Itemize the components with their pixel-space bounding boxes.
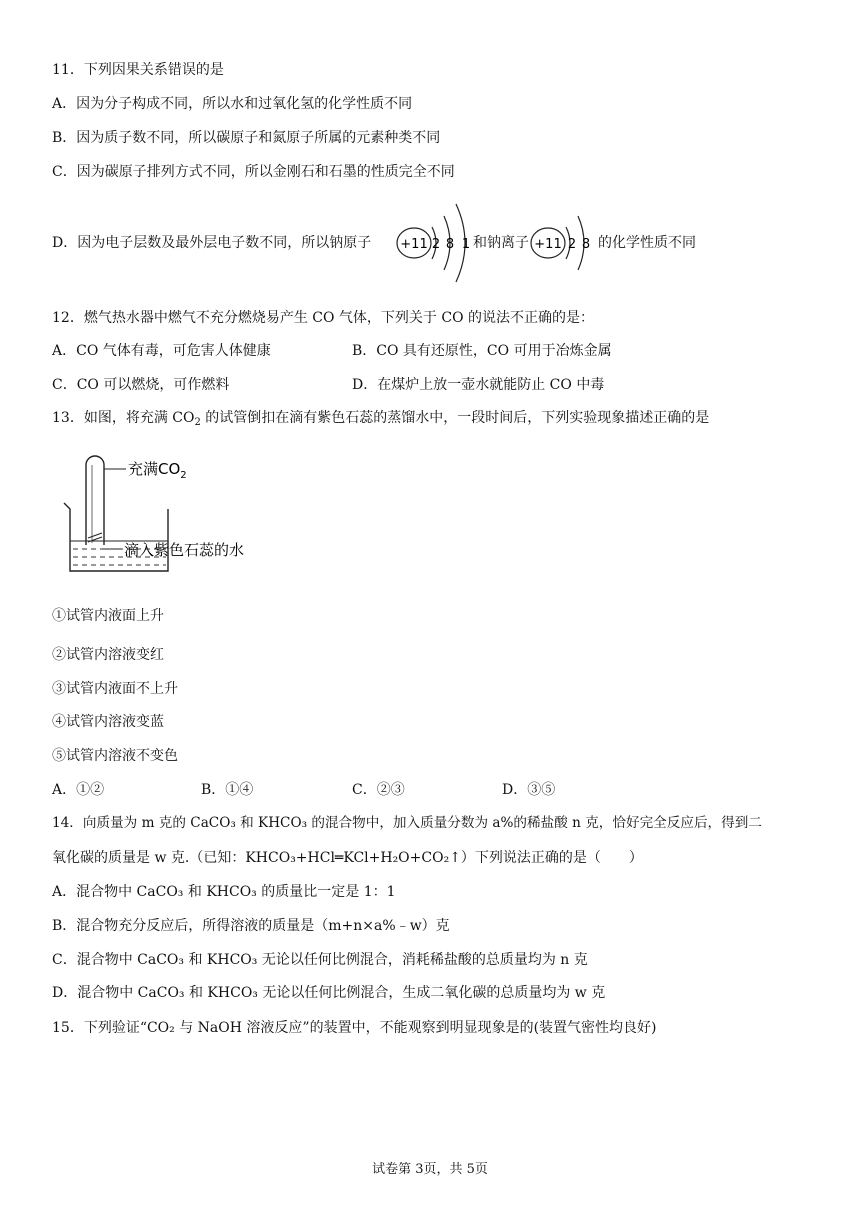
- na-ion-shell-2: 8: [581, 237, 591, 252]
- q11-option-b: B．因为质子数不同，所以碳原子和氮原子所属的元素种类不同: [52, 130, 441, 146]
- q11-option-a: A．因为分子构成不同，所以水和过氧化氢的化学性质不同: [52, 96, 413, 112]
- q14-option-d: D．混合物中 CaCO₃ 和 KHCO₃ 无论以任何比例混合，生成二氧化碳的总质量均为 w 克: [52, 985, 606, 1001]
- figure-label-bottom: 滴入紫色石蕊的水: [124, 541, 245, 559]
- na-atom-shell-1: 2: [431, 237, 441, 252]
- q12-option-b: B．CO 具有还原性，CO 可用于冶炼金属: [352, 343, 612, 359]
- q13-item-5: ⑤试管内溶液不变色: [52, 748, 178, 764]
- page-footer: 试卷第 3页，共 5页: [372, 1162, 488, 1177]
- q11-option-d-prefix: D．因为电子层数及最外层电子数不同，所以钠原子: [52, 235, 372, 251]
- na-atom-nucleus: +11: [400, 237, 428, 252]
- q14-option-c: C．混合物中 CaCO₃ 和 KHCO₃ 无论以任何比例混合，消耗稀盐酸的总质量均为 n 克: [52, 952, 588, 968]
- q13-option-c: C．②③: [352, 782, 405, 798]
- na-ion-nucleus: +11: [534, 237, 562, 252]
- q14-option-a: A．混合物中 CaCO₃ 和 KHCO₃ 的质量比一定是 1：1: [52, 884, 396, 900]
- q13-option-a: A．①②: [52, 782, 105, 798]
- na-atom-shell-3: 1: [461, 237, 471, 252]
- na-ion-shell-1: 2: [567, 237, 577, 252]
- q14-stem-line1: 14．向质量为 m 克的 CaCO₃ 和 KHCO₃ 的混合物中，加入质量分数为 a%的稀盐酸 n 克，恰好完全反应后，得到二: [52, 815, 762, 831]
- q11-stem: 11．下列因果关系错误的是: [52, 62, 224, 78]
- q13-item-2: ②试管内溶液变红: [52, 647, 164, 663]
- q13-option-b: B．①④: [201, 782, 254, 798]
- q12-option-d: D．在煤炉上放一壶水就能防止 CO 中毒: [352, 377, 605, 393]
- q13-item-3: ③试管内液面不上升: [52, 681, 178, 697]
- q12-option-a: A．CO 气体有毒，可危害人体健康: [52, 343, 271, 359]
- q13-item-1: ①试管内液面上升: [52, 608, 164, 624]
- na-atom-shell-2: 8: [445, 237, 455, 252]
- experiment-figure: [58, 445, 298, 580]
- q11-option-d-suffix: 的化学性质不同: [598, 235, 696, 251]
- q14-option-b: B．混合物充分反应后，所得溶液的质量是（m+n×a%﹣w）克: [52, 918, 450, 934]
- figure-label-top: 充满$CO_2$: [128, 460, 187, 481]
- q13-option-d: D．③⑤: [502, 782, 556, 798]
- q11-option-c: C．因为碳原子排列方式不同，所以金刚石和石墨的性质完全不同: [52, 164, 455, 180]
- q11-option-d-mid: 和钠离子: [473, 235, 529, 251]
- q13-item-4: ④试管内溶液变蓝: [52, 714, 164, 730]
- q14-stem-line2: 氧化碳的质量是 w 克.（已知：KHCO₃+HCl═KCl+H₂O+CO₂↑）下列说法正确的是（ ）: [52, 850, 643, 866]
- q13-stem: 13．如图，将充满 $CO_2$ 的试管倒扣在滴有紫色石蕊的蒸馏水中，一段时间后，下列实验现象描述正确的是: [52, 410, 710, 428]
- q15-stem: 15．下列验证“CO₂ 与 NaOH 溶液反应”的装置中，不能观察到明显现象是的(装置气密性均良好): [52, 1020, 657, 1036]
- q12-option-c: C．CO 可以燃烧，可作燃料: [52, 377, 230, 393]
- sodium-ion-diagram: [528, 194, 608, 290]
- q12-stem: 12．燃气热水器中燃气不充分燃烧易产生 CO 气体，下列关于 CO 的说法不正确的是：: [52, 310, 594, 326]
